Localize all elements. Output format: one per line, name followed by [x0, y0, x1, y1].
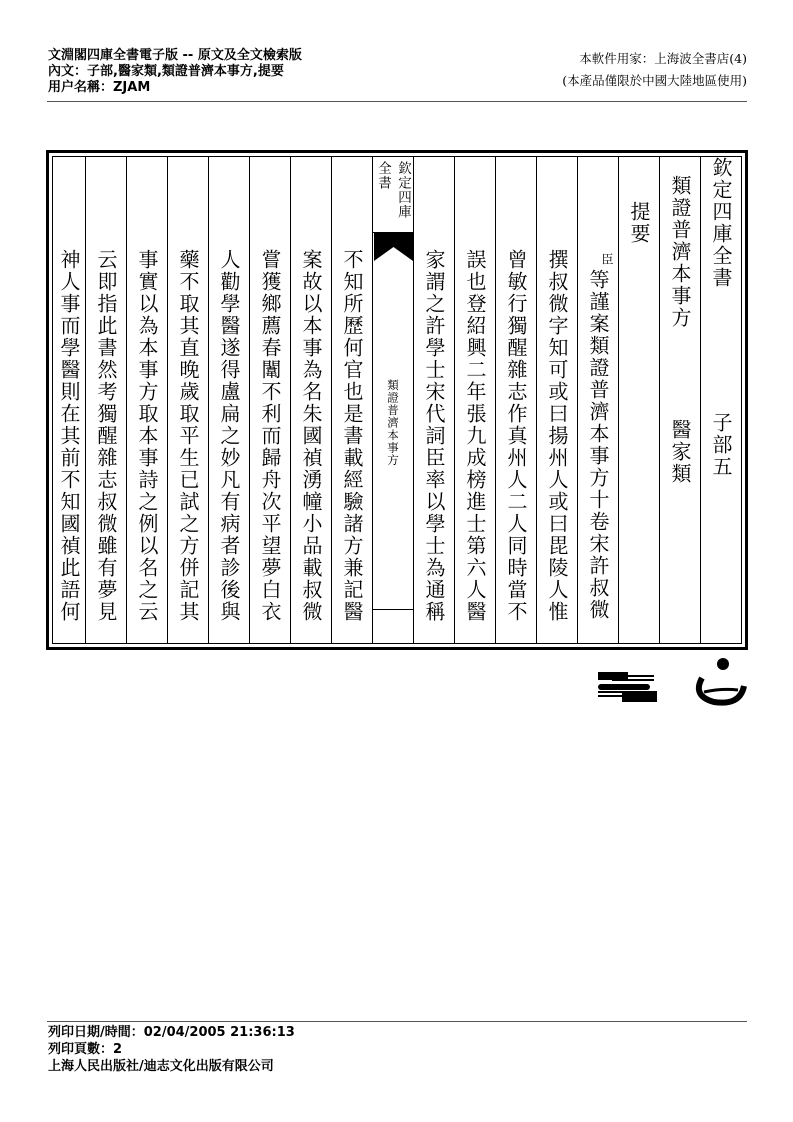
column-text-1 — [577, 157, 618, 643]
column-text: 撰叔微字知可或曰揚州人或曰毘陵人惟 — [545, 249, 569, 623]
column-text: 云即指此書然考獨醒雜志叔微雖有夢見 — [94, 249, 118, 623]
column-text: 類證普濟本事方 — [668, 175, 692, 329]
column-text: 臣 — [600, 253, 614, 267]
column-text-4 — [454, 157, 495, 643]
column-text: 不知所歷何官也是書載經驗諸方兼記醫 — [340, 249, 364, 623]
column-tiyao — [618, 157, 659, 643]
column-text-10 — [167, 157, 208, 643]
header-divider — [47, 101, 747, 102]
center-banner — [372, 157, 413, 643]
column-book — [659, 157, 700, 643]
header-licensee: 本軟件用家：上海波全書店(4) — [579, 51, 747, 66]
fish-tail-mark-icon — [374, 233, 413, 261]
footer-divider — [47, 1021, 747, 1022]
column-text: 藥不取其直晚歲取平生已試之方併記其 — [176, 249, 200, 623]
column-text: 事實以為本事方取本事詩之例以名之云 — [135, 249, 159, 623]
column-text: 子部五 — [709, 412, 733, 478]
column-text: 醫家類 — [668, 419, 692, 485]
banner-book-title: 類證普濟本事方 — [386, 379, 400, 467]
header-content-path: 內文：子部,醫家類,類證普濟本事方,提要 — [48, 64, 284, 79]
header-title: 文淵閣四庫全書電子版 -- 原文及全文檢索版 — [48, 48, 302, 63]
column-text-9 — [208, 157, 249, 643]
column-text: 等謹案類證普濟本事方十卷宋許叔微 — [586, 269, 610, 621]
column-text-5 — [413, 157, 454, 643]
column-text: 曾敏行獨醒雜志作真州人二人同時當不 — [504, 249, 528, 623]
column-text: 誤也登紹興二年張九成榜進士第六人醫 — [463, 249, 487, 623]
column-text-13 — [53, 157, 85, 643]
header-right — [562, 48, 747, 92]
column-text-11 — [126, 157, 167, 643]
column-text: 嘗獲鄉薦春闈不利而歸舟次平望夢白衣 — [258, 249, 282, 623]
column-text-2 — [536, 157, 577, 643]
column-text: 人勸學醫遂得盧扁之妙凡有病者診後與 — [217, 249, 241, 623]
column-text-12 — [85, 157, 126, 643]
publisher-logos — [592, 658, 752, 708]
banner-divider — [373, 609, 413, 610]
column-text: 神人事而學醫則在其前不知國禎此語何 — [57, 249, 81, 623]
column-text: 提要 — [627, 201, 651, 245]
footer — [48, 1024, 295, 1075]
print-page-count: 列印頁數：2 — [48, 1042, 123, 1057]
header-region-notice: (本產品僅限於中國大陸地區使用) — [562, 73, 747, 88]
books-logo-icon — [592, 658, 752, 708]
print-datetime: 列印日期/時間：02/04/2005 21:36:13 — [48, 1025, 295, 1040]
column-text-3 — [495, 157, 536, 643]
header-left — [48, 48, 302, 96]
banner-top — [373, 157, 413, 233]
header-username: 用户名稱：ZJAM — [48, 80, 151, 95]
column-text-7 — [290, 157, 331, 643]
column-text-6 — [331, 157, 372, 643]
column-text-8 — [249, 157, 290, 643]
column-title — [700, 157, 741, 643]
column-text: 案故以本事為名朱國禎湧幢小品載叔微 — [299, 249, 323, 623]
banner-title: 欽定四庫全書 — [375, 161, 411, 219]
page-frame — [52, 156, 742, 644]
column-text: 家謂之許學士宋代詞臣率以學士為通稱 — [422, 249, 446, 623]
publisher: 上海人民出版社/迪志文化出版有限公司 — [48, 1059, 274, 1074]
column-text: 欽定四庫全書 — [709, 157, 733, 289]
